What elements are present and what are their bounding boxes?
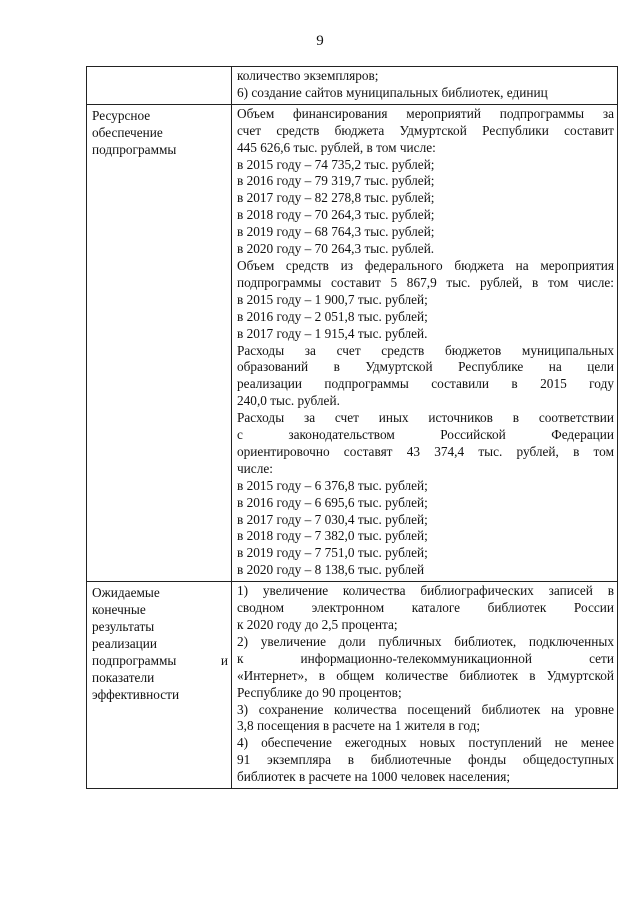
- content-line: счет средств бюджета Удмуртской Республики составит: [237, 122, 614, 138]
- row-label-empty: [87, 67, 232, 105]
- subprogram-passport-table: [86, 66, 618, 789]
- content-line: в 2020 году – 8 138,6 тыс. рублей: [237, 562, 425, 578]
- content-line: сводном электронном каталоге библиотек России: [237, 600, 614, 616]
- content-line: Расходы за счет средств бюджетов муниципальных: [237, 342, 614, 358]
- content-line: Объем финансирования мероприятий подпрограммы за: [237, 105, 614, 121]
- table-row-expected-results: [87, 582, 618, 789]
- content-line: в 2018 году – 70 264,3 тыс. рублей;: [237, 207, 435, 223]
- content-line: Объем средств из федерального бюджета на мероприятия: [237, 257, 614, 273]
- row-label-resources: [87, 104, 232, 581]
- label-line: подпрограммы: [92, 141, 177, 157]
- content-line: в 2015 году – 6 376,8 тыс. рублей;: [237, 477, 428, 493]
- content-line: ориентировочно составят 43 374,4 тыс. рублей, в том: [237, 443, 614, 459]
- content-line: в 2015 году – 74 735,2 тыс. рублей;: [237, 156, 435, 172]
- content-line: в 2017 году – 82 278,8 тыс. рублей;: [237, 190, 435, 206]
- content-line: в 2016 году – 2 051,8 тыс. рублей;: [237, 308, 428, 324]
- row-content-expected-results: [232, 582, 618, 789]
- label-line: обеспечение: [92, 124, 163, 140]
- content-line: библиотек в расчете на 1000 человек населения;: [237, 769, 511, 785]
- content-line: в 2016 году – 6 695,6 тыс. рублей;: [237, 494, 428, 510]
- content-line: 445 626,6 тыс. рублей, в том числе:: [237, 139, 436, 155]
- label-line: конечные: [92, 602, 146, 618]
- content-line: в 2019 году – 68 764,3 тыс. рублей;: [237, 224, 435, 240]
- content-line: 3,8 посещения в расчете на 1 жителя в год;: [237, 718, 481, 734]
- content-line: образований в Удмуртской Республике на цели: [237, 359, 614, 375]
- label-word: подпрограммы: [92, 652, 177, 668]
- page-number: 9: [316, 33, 324, 49]
- content-line: в 2020 году – 70 264,3 тыс. рублей.: [237, 241, 435, 257]
- content-line: в 2019 году – 7 751,0 тыс. рублей;: [237, 545, 428, 561]
- label-line: реализации: [92, 635, 157, 651]
- content-line: «Интернет», в общем количестве библиотек в Удмуртской: [237, 667, 614, 683]
- content-line: реализации подпрограммы составили в 2015 году: [237, 376, 614, 392]
- content-line: в 2015 году – 1 900,7 тыс. рублей;: [237, 291, 428, 307]
- label-line: эффективности: [92, 686, 180, 702]
- row-label-expected-results: [87, 582, 232, 789]
- content-line: с законодательством Российской Федерации: [237, 427, 614, 443]
- content-line: в 2018 году – 7 382,0 тыс. рублей;: [237, 528, 428, 544]
- label-line: Ресурсное: [92, 107, 151, 123]
- table-row-continuation: [87, 67, 618, 105]
- content-line: 2) увеличение доли публичных библиотек, подключенных: [237, 633, 614, 649]
- content-line: к 2020 году до 2,5 процента;: [237, 617, 398, 632]
- content-line: к информационно-телекоммуникационной сети: [237, 650, 614, 666]
- label-line: [92, 653, 228, 670]
- content-line: количество экземпляров;: [237, 68, 379, 83]
- content-line: в 2016 году – 79 319,7 тыс. рублей;: [237, 173, 435, 189]
- label-line: результаты: [92, 619, 155, 634]
- content-line: 6) создание сайтов муниципальных библиотек, единиц: [237, 84, 548, 100]
- row-content-resources: [232, 104, 618, 581]
- table-row-resources: [87, 104, 618, 581]
- content-line: Расходы за счет иных источников в соответствии: [237, 410, 614, 426]
- label-word: и: [220, 652, 228, 668]
- content-line: 240,0 тыс. рублей.: [237, 393, 340, 409]
- content-line: 1) увеличение количества библиографических записей в: [237, 583, 614, 599]
- label-line: Ожидаемые: [92, 585, 160, 601]
- content-line: 4) обеспечение ежегодных новых поступлений не менее: [237, 735, 614, 751]
- row-content-continuation: [232, 67, 618, 105]
- content-line: Республике до 90 процентов;: [237, 684, 402, 700]
- content-line: в 2017 году – 1 915,4 тыс. рублей.: [237, 325, 428, 341]
- content-line: числе:: [237, 460, 273, 476]
- content-line: подпрограммы составит 5 867,9 тыс. рублей, в том числе:: [237, 274, 614, 290]
- content-line: 91 экземпляра в библиотечные фонды общедоступных: [237, 752, 614, 768]
- content-line: в 2017 году – 7 030,4 тыс. рублей;: [237, 511, 428, 527]
- label-line: показатели: [92, 669, 155, 685]
- content-line: 3) сохранение количества посещений библиотек на уровне: [237, 701, 614, 717]
